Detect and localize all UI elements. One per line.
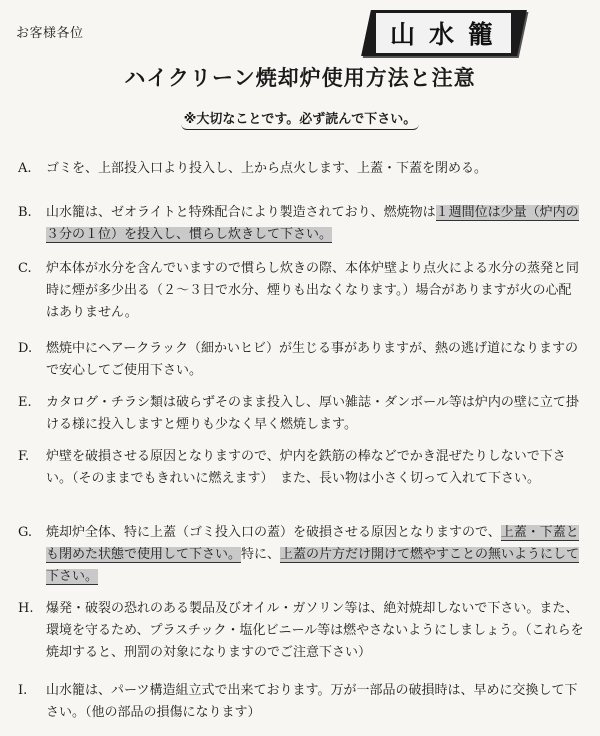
brand-logo-text: 山水籠 [376,13,511,53]
item-text [46,258,584,324]
instruction-item-a [18,158,584,180]
item-text [46,522,584,588]
item-text [46,598,584,664]
instruction-item-b [18,202,584,246]
highlighted-text: 上蓋・下蓋とも閉めた状態で使用して下さい。 [46,525,579,562]
item-letter: I. [18,683,28,698]
item-text-segment: 炉壁を破損させる原因となりますので、炉内を鉄筋の棒などでかき混ぜたりしないで下さい。（そのままでもきれいに燃えます） また、長い物は小さく切って入れて下さい。 [46,449,566,486]
item-letter: B. [18,205,32,220]
important-notice [0,108,600,130]
item-letter: C. [18,261,32,276]
item-text-segment: 山水籠は、パーツ構造組立式で出来ております。万が一部品の破損時は、早めに交換して下さい。（他の部品の損傷になります） [46,683,578,720]
item-text-segment: 炉本体が水分を含んでいますので慣らし炊きの際、本体炉壁より点火による水分の蒸発と同時に煙が多少出る（２～３日で水分、煙りも出なくなります。）場合がありますが火の心配はありません。 [46,261,580,320]
item-text [46,392,584,436]
item-text-segment: 燃焼中にヘアークラック（細かいヒビ）が生じる事がありますが、熱の逃げ道になりますので安心してご使用下さい。 [46,341,578,378]
item-text [46,202,584,246]
item-text-segment: ゴミを、上部投入口より投入し、上から点火します、上蓋・下蓋を閉める。 [46,161,487,176]
important-notice-text: ※大切なことです。必ず読んで下さい。 [181,108,420,130]
instruction-item-i [18,680,584,724]
item-text-segment: カタログ・チラシ類は破らずそのまま投入し、厚い雑誌・ダンボール等は炉内の壁に立て掛ける様に投入しますと煙りも少なく早く燃焼します。 [46,395,579,432]
instruction-item-f [18,446,584,490]
instruction-item-h [18,598,584,664]
item-text-segment: 山水籠は、ゼオライトと特殊配合により製造されており、燃焼物は [46,205,436,220]
item-letter: E. [18,395,32,410]
salutation: お客様各位 [16,26,84,41]
item-text [46,338,584,382]
item-letter: A. [18,161,32,176]
item-letter: G. [18,525,33,540]
instruction-item-c [18,258,584,324]
item-text [46,680,584,724]
item-letter: F. [18,449,30,464]
item-letter: D. [18,341,33,356]
instruction-item-d [18,338,584,382]
item-text [46,446,584,490]
item-text [46,158,584,180]
instruction-item-g [18,522,584,588]
item-letter: H. [18,601,34,616]
document-title: ハイクリーン焼却炉使用方法と注意 [124,66,476,90]
item-text-segment: 焼却炉全体、特に上蓋（ゴミ投入口の蓋）を破損させる原因となりますので、 [46,525,501,540]
instruction-item-e [18,392,584,436]
highlighted-text: １週間位は少量（炉内の３分の１位）を投入し、慣らし炊きして下さい。 [46,205,579,242]
brand-logo [361,10,527,56]
item-text-segment: 特に、 [241,547,281,562]
highlighted-text: 上蓋の片方だけ開けて燃やすことの無いようにして下さい。 [46,547,580,584]
item-text-segment: 爆発・破裂の恐れのある製品及びオイル・ガソリン等は、絶対焼却しないで下さい。また、環境を守るため、プラスチック・塩化ビニール等は燃やさないようにしましょう。（これらを焼却すると、刑罰の対象になりますのでご注意下さい） [46,601,584,660]
